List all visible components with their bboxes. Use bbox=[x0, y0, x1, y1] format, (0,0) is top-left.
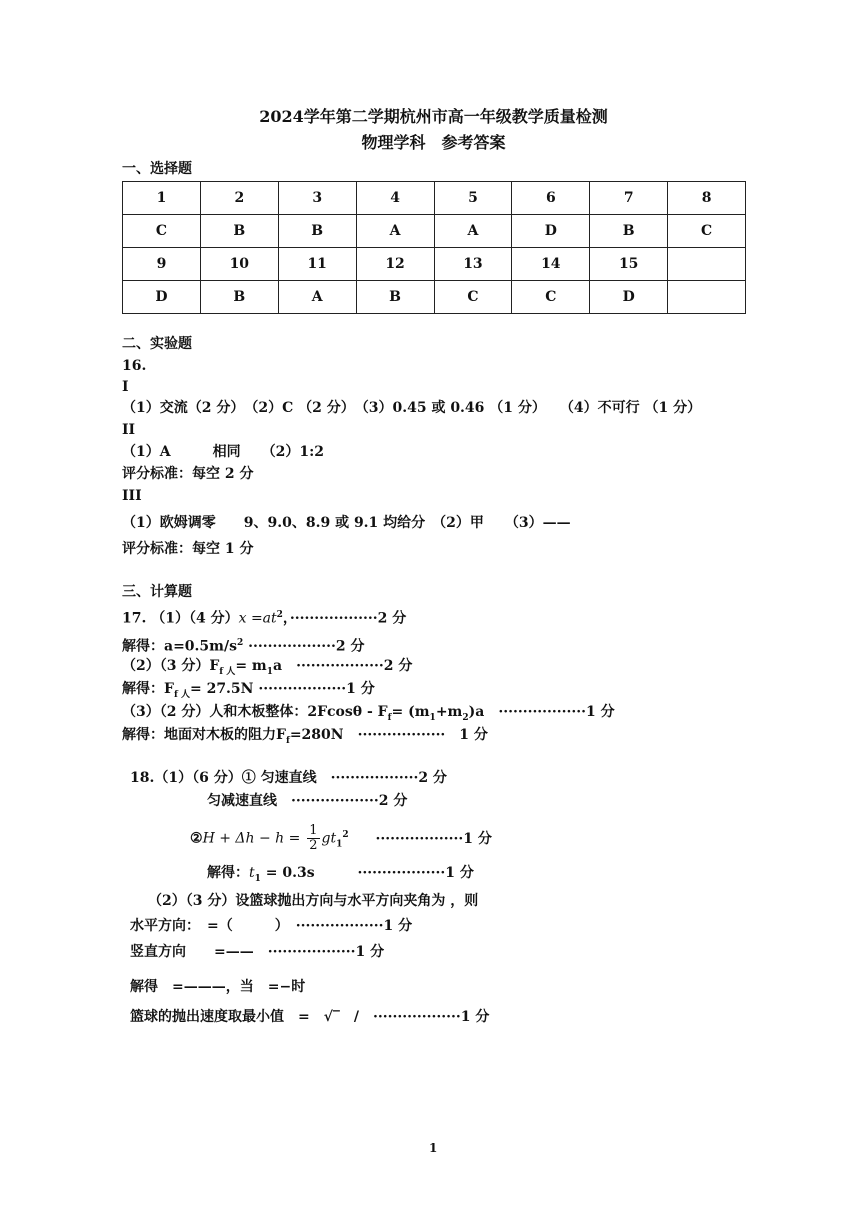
section-heading-calculation: 三、计算题 bbox=[122, 584, 192, 600]
q18-line-7: 竖直方向 =—— ··················1 分 bbox=[130, 944, 385, 960]
table-cell: A bbox=[434, 215, 512, 248]
q17-line-2: 解得：$a=0.5m/s^2 \cdot\cdot\cdot\cdot\cdot\cdot\cdot\cdot\cdot\cdot\cdot\cdot\cdot\cdot\cdot\cdot\cdot\cdot 2$ 分 bbox=[122, 638, 365, 655]
q18-line-6: 水平方向： =（ ） ··················1 分 bbox=[130, 918, 413, 934]
table-cell: 9 bbox=[123, 248, 201, 281]
table-cell: B bbox=[278, 215, 356, 248]
table-cell: A bbox=[356, 215, 434, 248]
table-row bbox=[123, 248, 746, 281]
q18-line-2: 匀减速直线 ··················2 分 bbox=[207, 793, 408, 809]
table-cell bbox=[668, 281, 746, 314]
table-cell: 12 bbox=[356, 248, 434, 281]
answer-line-16-2: （1）A 相同 （2）1:2 bbox=[122, 444, 324, 460]
part-label-2: II bbox=[122, 422, 136, 438]
answer-line-16-1: （1）交流（2 分） （2）C （2 分） （3）0.45 或 0.46 （1 分） （4）不可行 （1 分） bbox=[122, 400, 702, 416]
fraction-one-half: $\frac{1}{2}$ bbox=[309, 823, 318, 854]
table-cell: B bbox=[200, 215, 278, 248]
table-cell: C bbox=[512, 281, 590, 314]
q18-line-1: 18.（1）（6 分）① 匀速直线 ··················2 分 bbox=[130, 770, 447, 786]
table-cell: 5 bbox=[434, 182, 512, 215]
table-cell: D bbox=[590, 281, 668, 314]
q18-line-9: 篮球的抛出速度取最小值 = √‾ / ··················1 分 bbox=[130, 1009, 490, 1025]
part-label-3: III bbox=[122, 488, 142, 504]
question-number-16: 16. bbox=[122, 358, 147, 374]
table-cell: 8 bbox=[668, 182, 746, 215]
section-heading-choice: 一、选择题 bbox=[122, 161, 192, 177]
document-subtitle: 物理学科 参考答案 bbox=[361, 133, 506, 152]
table-cell: 14 bbox=[512, 248, 590, 281]
table-cell: 4 bbox=[356, 182, 434, 215]
table-row bbox=[123, 215, 746, 248]
table-cell: B bbox=[356, 281, 434, 314]
table-cell: 11 bbox=[278, 248, 356, 281]
table-row bbox=[123, 281, 746, 314]
scoring-note-2: 评分标准：每空 2 分 bbox=[122, 466, 254, 482]
table-cell bbox=[668, 248, 746, 281]
q18-line-8: 解得 =———，当 =−时 bbox=[130, 979, 306, 995]
table-cell: 7 bbox=[590, 182, 668, 215]
table-row bbox=[123, 182, 746, 215]
table-cell: 1 bbox=[123, 182, 201, 215]
table-cell: A bbox=[278, 281, 356, 314]
table-cell: B bbox=[590, 215, 668, 248]
scoring-note-3: 评分标准：每空 1 分 bbox=[122, 541, 254, 557]
table-cell: D bbox=[123, 281, 201, 314]
q17-line-5: （3）（2 分）人和木板整体：$2Fcos\theta - F_f= (m_1+m_2)a$ ··················1 分 bbox=[122, 704, 615, 723]
table-cell: D bbox=[512, 215, 590, 248]
table-cell: C bbox=[123, 215, 201, 248]
table-cell: 3 bbox=[278, 182, 356, 215]
q17-line-4: 解得：$F_{f 人}= 27.5N \cdot\cdot\cdot\cdot\cdot\cdot\cdot\cdot\cdot\cdot\cdot\cdot\cdot\cdot\cdot\cdot\cdot\cdot 1$ 分 bbox=[122, 681, 375, 700]
q18-solution-t1: 解得：$t_1 = 0.3s \cdot\cdot\cdot\cdot\cdot\cdot\cdot\cdot\cdot\cdot\cdot\cdot\cdot\cdot\cdot\cdot\cdot\cdot 1$ 分 bbox=[207, 865, 474, 884]
document-title: 2024学年第二学期杭州市高一年级教学质量检测 bbox=[259, 107, 608, 126]
table-cell: C bbox=[668, 215, 746, 248]
q17-line-1: 17. （1）（4 分）$x =at^2$，··················2 分 bbox=[122, 610, 407, 627]
table-cell: B bbox=[200, 281, 278, 314]
q17-line-6: 解得：地面对木板的阻力$F_f=280N$ ·················· 1 分 bbox=[122, 727, 488, 746]
answer-line-16-3: （1）欧姆调零 9、9.0、8.9 或 9.1 均给分 （2）甲 （3）—— bbox=[122, 515, 571, 531]
table-cell: 10 bbox=[200, 248, 278, 281]
table-cell: 15 bbox=[590, 248, 668, 281]
q18-line-5: （2）（3 分）设篮球抛出方向与水平方向夹角为 ，则 bbox=[148, 893, 479, 909]
q17-line-3: （2）（3 分）$F_{f 人}= m_1a$ ··················2 分 bbox=[122, 658, 413, 677]
table-cell: 2 bbox=[200, 182, 278, 215]
table-cell: C bbox=[434, 281, 512, 314]
q18-equation: ②H + Δh − h = $\frac{1}{2}$ $gt_1^2 \cdot\cdot\cdot\cdot\cdot\cdot\cdot\cdot\cdot\cdot\cdot\cdot\cdot\cdot\cdot\cdot\cdot\cdot 1$ 分 bbox=[190, 823, 492, 854]
part-label-1: I bbox=[122, 379, 129, 395]
table-cell: 6 bbox=[512, 182, 590, 215]
section-heading-experiment: 二、实验题 bbox=[122, 336, 192, 352]
table-cell: 13 bbox=[434, 248, 512, 281]
answer-table bbox=[122, 181, 746, 314]
page-number: 1 bbox=[429, 1141, 438, 1155]
